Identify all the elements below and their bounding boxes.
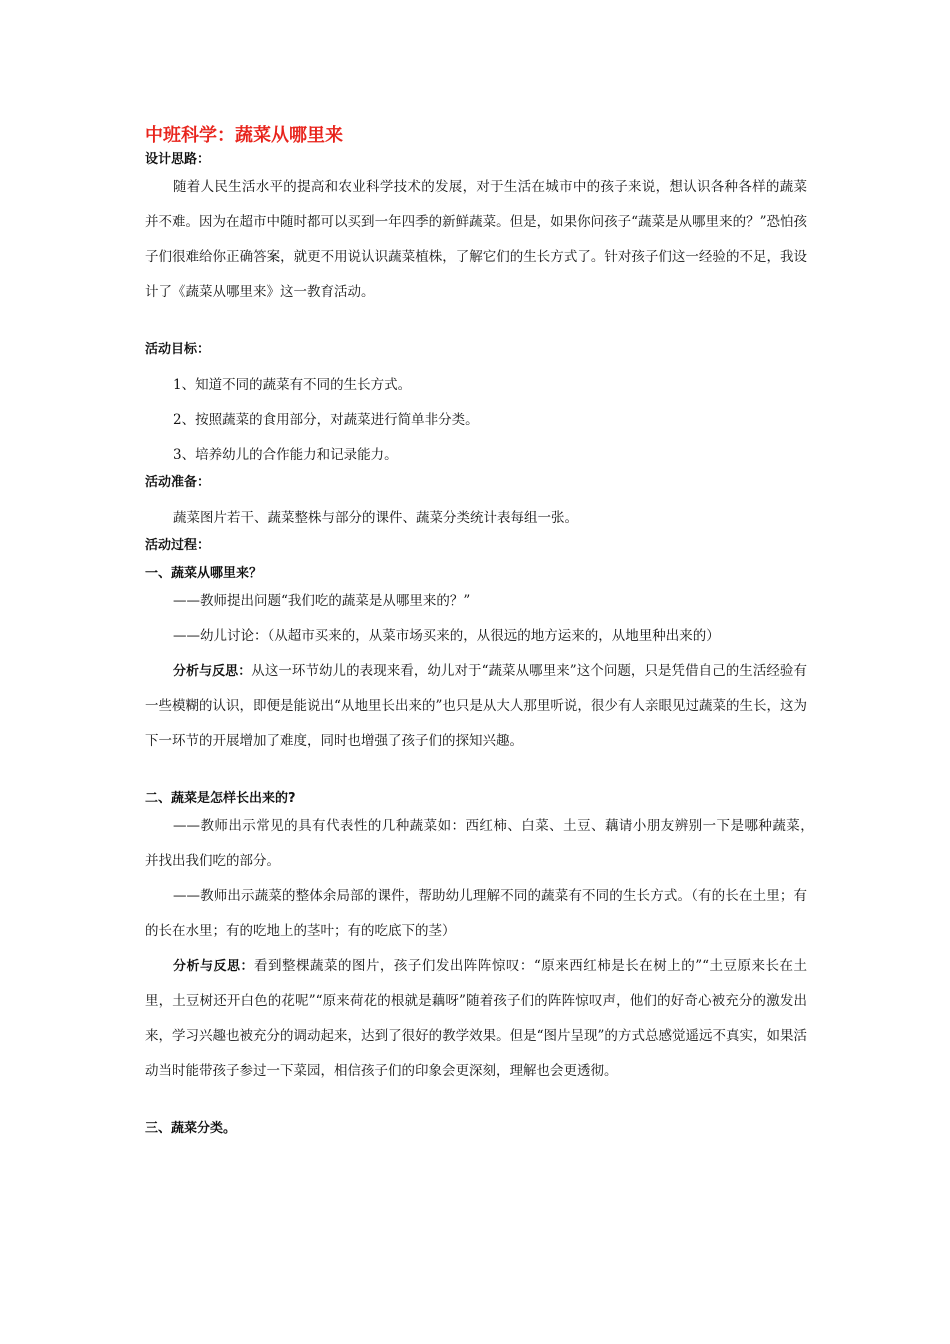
prep-paragraph: 蔬菜图片若干、蔬菜整株与部分的课件、蔬菜分类统计表每组一张。 bbox=[173, 510, 578, 526]
spacer bbox=[145, 310, 807, 340]
document-title: 中班科学：蔬菜从哪里来 bbox=[145, 125, 343, 146]
goal-item-1: 1、知道不同的蔬菜有不同的生长方式。 bbox=[173, 377, 412, 393]
design-paragraph: 随着人民生活水平的提高和农业科学技术的发展，对于生活在城市中的孩子来说，想认识各种各样的蔬菜并不难。因为在超市中随时都可以买到一年四季的新鲜蔬菜。但是，如果你问孩子“蔬菜是从哪里来的？”恐怕孩子们很难给你正确答案，就更不用说认识蔬菜植株，了解它们的生长方式了。针对孩子们这一经验的不足，我设计了《蔬菜从哪里来》这一教育活动。 bbox=[145, 179, 807, 300]
design-heading: 设计思路： bbox=[145, 152, 211, 167]
section-1-discussion: ——幼儿讨论：（从超市买来的，从菜市场买来的，从很远的地方运来的，从地里种出来的） bbox=[173, 628, 720, 644]
spacer bbox=[145, 556, 807, 564]
process-heading: 活动过程： bbox=[145, 538, 211, 553]
analysis-label: 分析与反思： bbox=[173, 959, 254, 974]
section-1-heading: 一、蔬菜从哪里来？ bbox=[145, 566, 263, 581]
section-1-analysis bbox=[145, 654, 807, 759]
section-1-question: ——教师提出问题“我们吃的蔬菜是从哪里来的？” bbox=[173, 593, 471, 609]
analysis-label: 分析与反思： bbox=[173, 664, 252, 679]
goal-item-2: 2、按照蔬菜的食用部分，对蔬菜进行简单非分类。 bbox=[173, 412, 479, 428]
document-page bbox=[145, 122, 834, 1139]
spacer bbox=[145, 493, 807, 501]
section-3-heading: 三、蔬菜分类。 bbox=[145, 1121, 237, 1136]
spacer bbox=[145, 360, 807, 368]
spacer bbox=[145, 759, 807, 789]
spacer bbox=[145, 1089, 807, 1119]
prep-heading: 活动准备： bbox=[145, 475, 211, 490]
section-2-question: ——教师出示常见的具有代表性的几种蔬菜如：西红柿、白菜、土豆、藕请小朋友辨别一下是哪种蔬菜， 并找出我们吃的部分。 bbox=[145, 818, 834, 869]
section-2-analysis bbox=[145, 949, 807, 1089]
analysis-text: 看到整棵蔬菜的图片，孩子们发出阵阵惊叹：“原来西红柿是长在树上的”“土豆原来长在土里，土豆树还开白色的花呢”“原来荷花的根就是藕呀”随着孩子们的阵阵惊叹声，他们的好奇心被充分的激发出来，学习兴趣也被充分的调动起来，达到了很好的教学效果。但是“图片呈现”的方式总感觉遥远不真实，如果活动当时能带孩子参过一下菜园，相信孩子们的印象会更深刻，理解也会更透彻。 bbox=[145, 958, 807, 1079]
goal-item-3: 3、培养幼儿的合作能力和记录能力。 bbox=[173, 447, 398, 463]
section-2-courseware: ——教师出示蔬菜的整体余局部的课件，帮助幼儿理解不同的蔬菜有不同的生长方式。（有的长在土里；有的长在水里；有的吃地上的茎叶；有的吃底下的茎） bbox=[145, 888, 807, 939]
section-2-heading: 二、蔬菜是怎样长出来的? bbox=[145, 791, 296, 806]
goals-heading: 活动目标： bbox=[145, 342, 211, 357]
analysis-text: 从这一环节幼儿的表现来看，幼儿对于“蔬菜从哪里来”这个问题，只是凭借自己的生活经验有一些模糊的认识，即便是能说出“从地里长出来的”也只是从大人那里听说，很少有人亲眼见过蔬菜的生长，这为下一环节的开展增加了难度，同时也增强了孩子们的探知兴趣。 bbox=[145, 663, 807, 749]
